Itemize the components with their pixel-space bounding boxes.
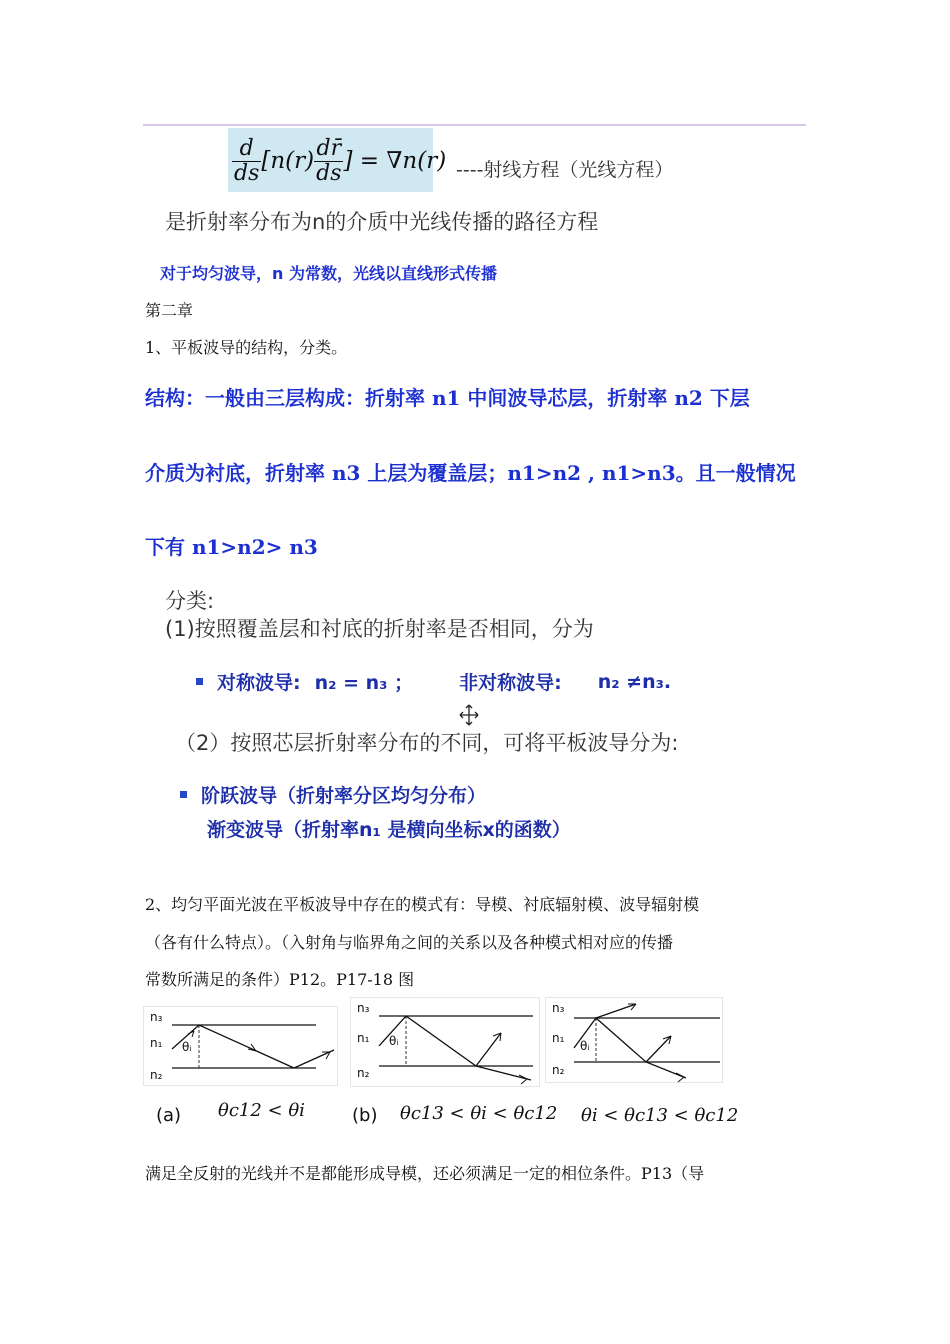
frac-d-ds xyxy=(232,137,261,184)
label-n3: n₃ xyxy=(357,1001,370,1015)
classification-item-2: （2）按照芯层折射率分布的不同，可将平板波导分为: xyxy=(175,731,679,755)
question-1: 1、平板波导的结构，分类。 xyxy=(145,338,348,357)
label-n1: n₁ xyxy=(150,1036,163,1050)
label-theta: θᵢ xyxy=(182,1040,192,1054)
path-equation-text: 是折射率分布为n的介质中光线传播的路径方程 xyxy=(165,210,599,234)
classification-title: 分类: xyxy=(165,589,215,613)
symmetric-label: 对称波导: xyxy=(217,672,301,694)
structure-line-2: 介质为衬底，折射率 n3 上层为覆盖层；n1>n2 , n1>n3。且一般情况 xyxy=(145,461,796,485)
question-2-line-1: 2、均匀平面光波在平板波导中存在的模式有：导模、衬底辐射模、波导辐射模 xyxy=(145,895,700,914)
frac-dr-ds xyxy=(314,137,343,184)
frac2-numerator: dr̄ xyxy=(314,137,343,161)
label-n1: n₁ xyxy=(552,1031,565,1045)
symmetric-equation: n₂ = n₃ ； xyxy=(314,672,414,694)
total-reflection-note: 满足全反射的光线并不是都能形成导模，还必须满足一定的相位条件。P13（导 xyxy=(145,1164,705,1183)
symmetric-row xyxy=(196,668,671,695)
top-divider xyxy=(143,124,806,126)
bullet-icon xyxy=(196,678,203,685)
label-n2: n₂ xyxy=(552,1063,565,1077)
caption-c-math: θi < θc13 < θc12 xyxy=(581,1105,739,1126)
structure-line-3: 下有 n1>n2> n3 xyxy=(145,535,318,559)
frac2-denominator: ds xyxy=(316,160,342,186)
equation-rhs: ] = ∇n(r) xyxy=(343,148,447,174)
caption-b-label: (b) xyxy=(352,1105,378,1126)
caption-a-math: θc12 < θi xyxy=(218,1100,305,1121)
graded-index-text: 渐变波导（折射率n₁ 是横向坐标x的函数） xyxy=(207,819,571,841)
frac1-denominator: ds xyxy=(234,160,260,186)
diagram-b-substrate-radiation xyxy=(350,997,540,1087)
step-index-text: 阶跃波导（折射率分区均匀分布） xyxy=(201,785,487,807)
label-n2: n₂ xyxy=(357,1066,370,1080)
equation-bracket: [n(r) xyxy=(261,148,315,174)
asymmetric-label: 非对称波导: xyxy=(459,672,562,694)
chapter-heading: 第二章 xyxy=(145,301,194,320)
label-theta: θᵢ xyxy=(389,1034,399,1048)
label-n3: n₃ xyxy=(150,1010,163,1024)
structure-line-1: 结构：一般由三层构成：折射率 n1 中间波导芯层，折射率 n2 下层 xyxy=(145,386,750,410)
move-cursor-icon xyxy=(458,703,480,729)
label-theta: θᵢ xyxy=(580,1039,590,1053)
question-2-line-3: 常数所满足的条件）P12。P17-18 图 xyxy=(145,970,415,989)
step-index-row xyxy=(180,781,486,808)
ray-equation-label: ----射线方程（光线方程） xyxy=(456,159,674,181)
diagram-a-guided-mode xyxy=(143,1006,338,1086)
caption-b-math: θc13 < θi < θc12 xyxy=(400,1103,558,1124)
frac1-numerator: d xyxy=(232,137,261,161)
label-n3: n₃ xyxy=(552,1001,565,1015)
caption-a-label: (a) xyxy=(156,1105,182,1126)
question-2-line-2: （各有什么特点）。（入射角与临界角之间的关系以及各种模式相对应的传播 xyxy=(145,933,674,952)
ray-equation xyxy=(232,131,446,191)
asymmetric-equation: n₂ ≠n₃. xyxy=(597,670,672,693)
diagram-c-waveguide-radiation xyxy=(545,997,723,1083)
uniform-waveguide-note: 对于均匀波导，n 为常数，光线以直线形式传播 xyxy=(160,264,497,283)
classification-item-1: (1)按照覆盖层和衬底的折射率是否相同，分为 xyxy=(165,617,594,641)
bullet-icon xyxy=(180,791,187,798)
label-n2: n₂ xyxy=(150,1068,163,1082)
label-n1: n₁ xyxy=(357,1031,370,1045)
